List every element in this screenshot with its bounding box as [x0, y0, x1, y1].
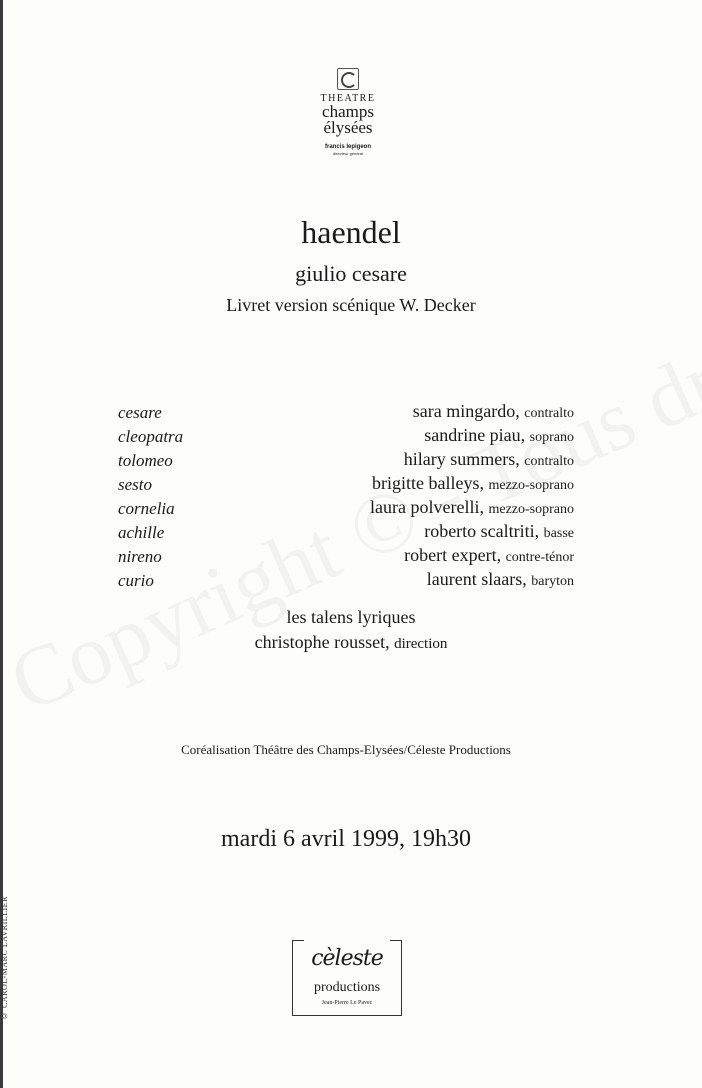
- cast-row: [118, 497, 574, 521]
- theatre-emblem-icon: [337, 68, 359, 90]
- director-role: directeur général: [332, 151, 364, 156]
- cast-row: [118, 425, 574, 449]
- logo-line-theatre: THEATRE: [320, 93, 376, 104]
- cast-role: cleopatra: [118, 427, 184, 446]
- opera-title: giulio cesare: [295, 261, 407, 286]
- cast-role: tolomeo: [118, 451, 173, 470]
- cast-list: [118, 401, 574, 593]
- logo-line-champs: champs: [322, 102, 374, 121]
- cast-voice: soprano: [529, 430, 574, 445]
- composer-title: haendel: [301, 214, 401, 250]
- cast-singer: brigitte balleys, mezzo-soprano: [371, 473, 574, 493]
- cast-voice: mezzo-soprano: [488, 502, 574, 517]
- cast-voice: contralto: [524, 454, 574, 469]
- cast-singer: roberto scaltriti, basse: [424, 521, 574, 541]
- coproduction-line: Coréalisation Théâtre des Champs-Elysées/Céleste Productions: [181, 742, 511, 757]
- cast-row: [118, 545, 574, 569]
- cast-role: achille: [118, 523, 165, 542]
- cast-singer: hilary summers, contralto: [403, 449, 574, 469]
- ensemble-name: les talens lyriques: [286, 607, 416, 627]
- cast-voice: contralto: [524, 406, 574, 421]
- cast-row: [118, 473, 574, 497]
- cast-row: [118, 449, 574, 473]
- performance-date: mardi 6 avril 1999, 19h30: [221, 826, 471, 852]
- producer-logo: [292, 940, 402, 1016]
- producer-person: Jean-Pierre Le Pavec: [321, 1000, 373, 1006]
- cast-role: cesare: [118, 403, 162, 422]
- cast-role: nireno: [118, 547, 162, 566]
- cast-voice: mezzo-soprano: [488, 478, 574, 493]
- cast-singer: robert expert, contre-ténor: [404, 545, 574, 565]
- cast-row: [118, 401, 574, 425]
- producer-script-logo: cèleste: [311, 946, 383, 971]
- cast-voice: basse: [543, 526, 574, 541]
- cast-singer: laura polverelli, mezzo-soprano: [370, 497, 574, 517]
- cast-role: sesto: [118, 475, 152, 494]
- producer-name: productions: [313, 980, 381, 995]
- cast-row: [118, 569, 574, 593]
- cast-voice: contre-ténor: [505, 550, 574, 565]
- cast-role: curio: [118, 571, 154, 590]
- cast-row: [118, 521, 574, 545]
- cast-singer: sara mingardo, contralto: [412, 401, 574, 421]
- libretto-line: Livret version scénique W. Decker: [226, 295, 476, 315]
- cast-singer: sandrine piau, soprano: [424, 425, 574, 445]
- conductor-line: [0, 632, 702, 653]
- conductor-role: direction: [394, 636, 448, 652]
- cast-role: cornelia: [118, 499, 175, 518]
- photo-credit: © CAROL-MARC LAVRILLIER: [0, 896, 9, 1020]
- cast-voice: baryton: [531, 574, 574, 589]
- logo-line-elysees: élysées: [323, 118, 373, 137]
- director-name: francis lepigeon: [324, 144, 371, 150]
- theatre-logo: [300, 68, 396, 156]
- cast-singer: laurent slaars, baryton: [426, 569, 574, 589]
- conductor-name: christophe rousset,: [254, 632, 390, 652]
